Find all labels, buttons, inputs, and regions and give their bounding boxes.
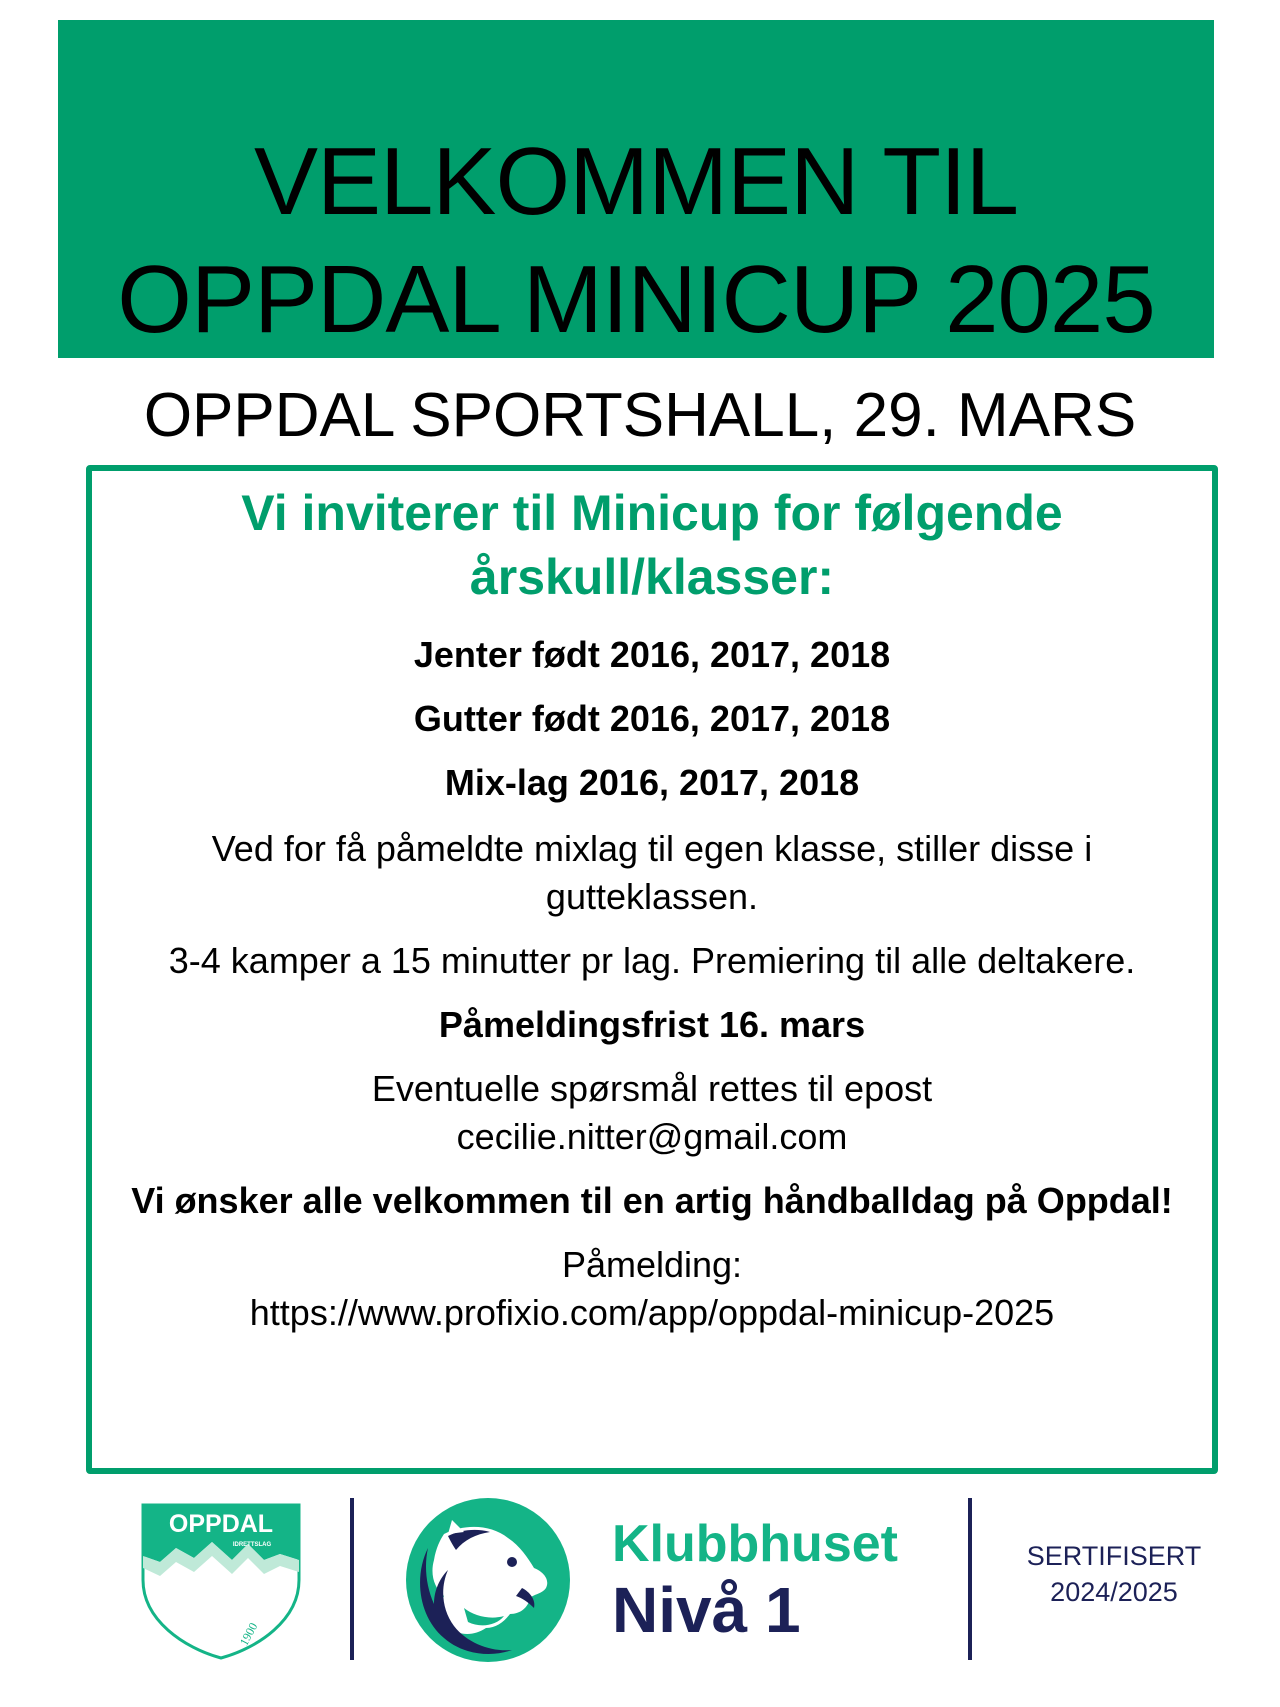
invitation-heading: Vi inviterer til Minicup for følgende årskull/klasser: <box>241 485 1063 605</box>
signup-info <box>126 1241 1178 1337</box>
welcome-message: Vi ønsker alle velkommen til en artig håndballdag på Oppdal! <box>131 1180 1173 1221</box>
class-item-mix: Mix-lag 2016, 2017, 2018 <box>444 762 860 803</box>
venue-date: OPPDAL SPORTSHALL, 29. MARS <box>143 381 1137 450</box>
signup-deadline: Påmeldingsfrist 16. mars <box>438 1004 866 1045</box>
cert-line-2: 2024/2025 <box>1050 1577 1178 1607</box>
club-logo-name: OPPDAL <box>168 1510 274 1538</box>
banner-title-line-1: VELKOMMEN TIL <box>253 128 1019 235</box>
lion-head-icon <box>404 1496 572 1664</box>
class-list <box>126 623 1178 815</box>
divider-left <box>350 1498 354 1660</box>
mix-note: Ved for få påmeldte mixlag til egen klasse, stiller disse i gutteklassen. <box>211 828 1093 917</box>
banner-title-line-2: OPPDAL MINICUP 2025 <box>117 246 1155 353</box>
invitation-box <box>86 465 1218 1474</box>
divider-right <box>968 1498 972 1660</box>
signup-link[interactable]: https://www.profixio.com/app/oppdal-minicup-2025 <box>249 1292 1055 1333</box>
club-logo-year: 1900 <box>236 1620 261 1649</box>
footer <box>0 1490 1280 1670</box>
klubbhuset-level: Nivå 1 <box>612 1574 801 1646</box>
klubbhuset-title: Klubbhuset <box>612 1515 898 1573</box>
oppdal-idrettslag-shield-icon <box>140 1502 302 1660</box>
cert-line-1: SERTIFISERT <box>1026 1541 1202 1571</box>
class-item-jenter: Jenter født 2016, 2017, 2018 <box>413 634 891 675</box>
class-item-gutter: Gutter født 2016, 2017, 2018 <box>413 698 891 739</box>
match-info: 3-4 kamper a 15 minutter pr lag. Premiering til alle deltakere. <box>168 940 1136 981</box>
contact-email-link[interactable]: cecilie.nitter@gmail.com <box>456 1116 848 1157</box>
certification-label <box>1004 1538 1224 1610</box>
contact-info <box>126 1065 1178 1161</box>
signup-label: Påmelding: <box>561 1244 743 1285</box>
title-banner <box>58 20 1214 358</box>
contact-text: Eventuelle spørsmål rettes til epost <box>371 1068 933 1109</box>
club-logo-sub: IDRETTSLAG <box>232 1542 272 1548</box>
